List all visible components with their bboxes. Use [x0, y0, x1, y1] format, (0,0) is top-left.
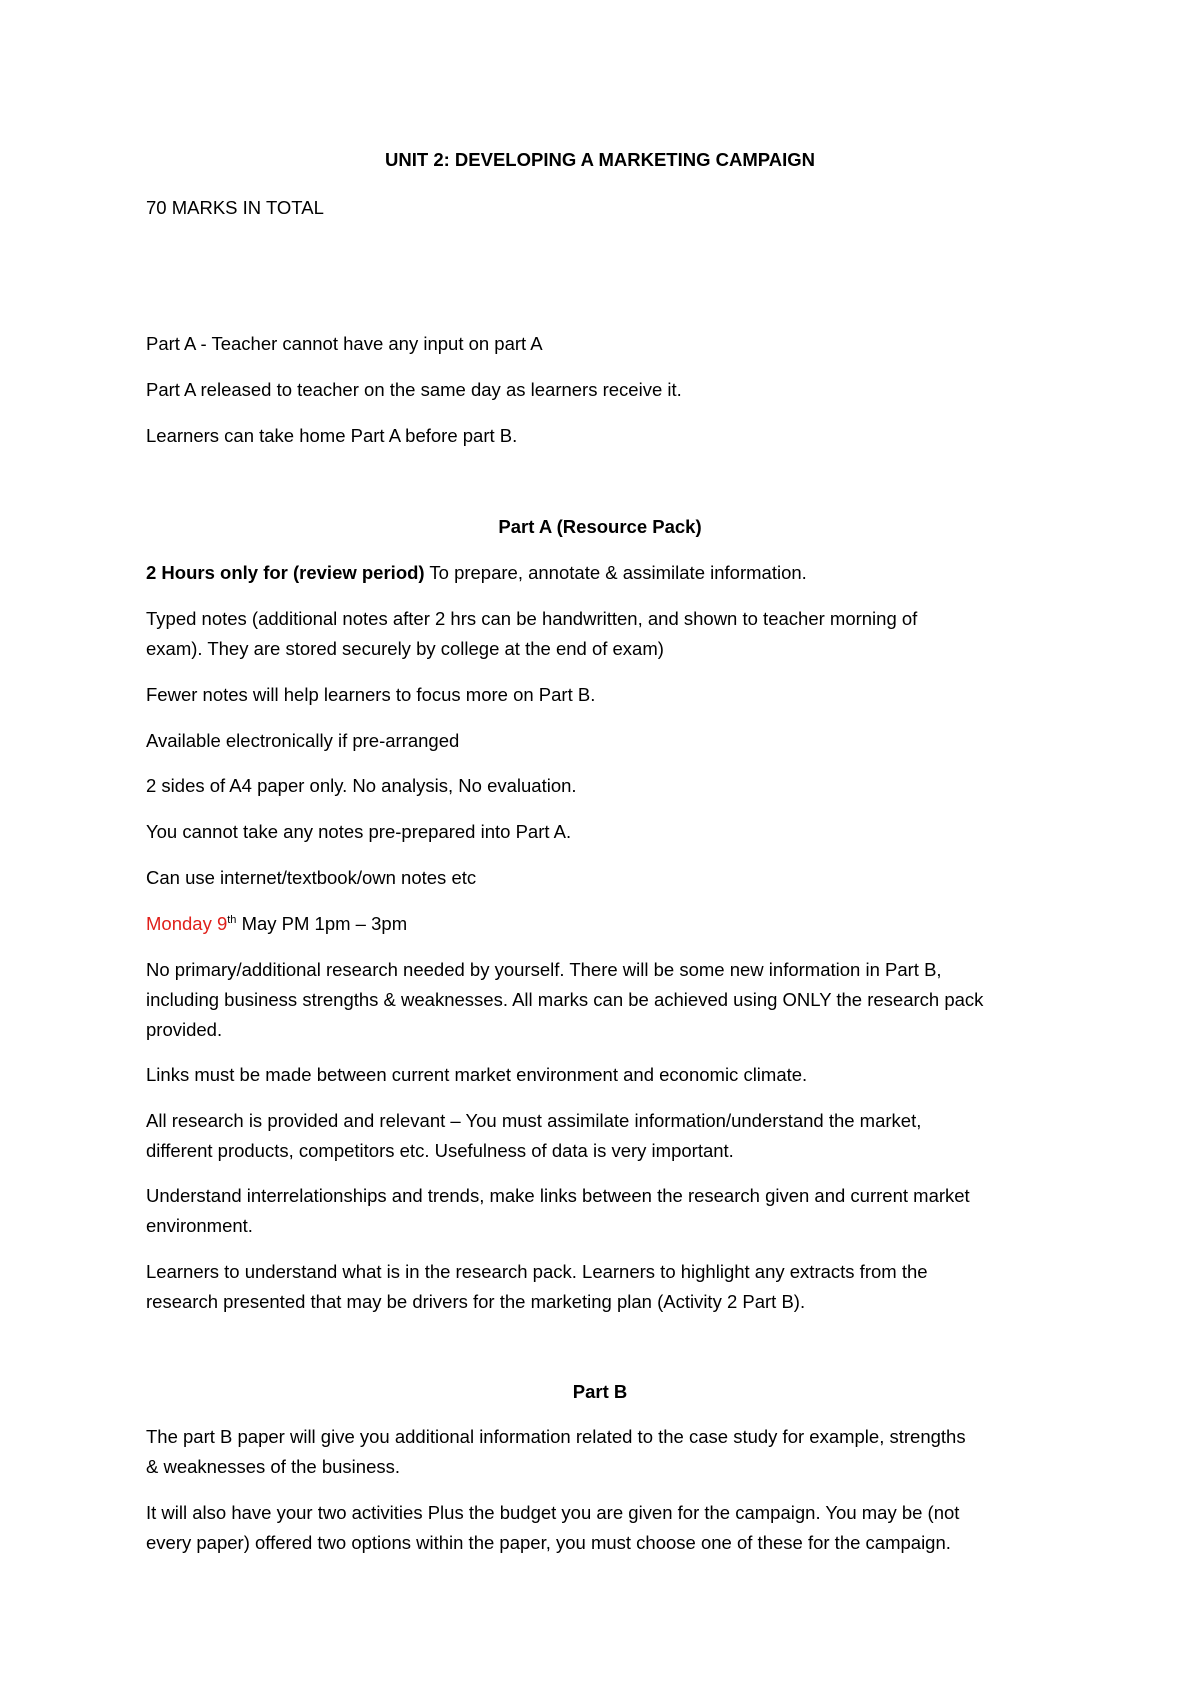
review-period-rest: To prepare, annotate & assimilate information.	[424, 562, 807, 583]
typed-notes-line-2: exam). They are stored securely by college at the end of exam)	[146, 638, 664, 659]
review-period-bold: 2 Hours only for (review period)	[146, 562, 425, 583]
part-a-heading: Part A (Resource Pack)	[498, 516, 702, 537]
part-b-para2-line-2: every paper) offered two options within the paper, you must choose one of these for the campaign.	[146, 1532, 951, 1553]
sides-line: 2 sides of A4 paper only. No analysis, No evaluation.	[146, 775, 577, 796]
no-research-line-2: including business strengths & weaknesses. All marks can be achieved using ONLY the research pack	[146, 989, 984, 1010]
no-notes-line: You cannot take any notes pre-prepared into Part A.	[146, 821, 572, 842]
part-b-heading: Part B	[572, 1381, 628, 1402]
understand-line-2: environment.	[146, 1215, 253, 1236]
all-research-line-2: different products, competitors etc. Usefulness of data is very important.	[146, 1140, 734, 1161]
exam-date-highlight: Monday 9	[146, 913, 228, 934]
electronic-line: Available electronically if pre-arranged	[146, 730, 460, 751]
intro-line-3: Learners can take home Part A before part B.	[146, 425, 518, 446]
exam-date-rest: May PM 1pm – 3pm	[236, 913, 408, 934]
part-b-para2-line-1: It will also have your two activities Plus the budget you are given for the campaign. You may be (not	[146, 1502, 960, 1523]
learners-line-2: research presented that may be drivers for the marketing plan (Activity 2 Part B).	[146, 1291, 806, 1312]
intro-line-1: Part A - Teacher cannot have any input on part A	[146, 333, 543, 354]
exam-date-line	[146, 909, 1086, 939]
page-title: UNIT 2: DEVELOPING A MARKETING CAMPAIGN	[385, 149, 815, 170]
all-research-line-1: All research is provided and relevant – You must assimilate information/understand the market,	[146, 1110, 922, 1131]
part-b-para1-line-1: The part B paper will give you additional information related to the case study for example, strengths	[146, 1426, 966, 1447]
review-period-line	[146, 558, 1086, 588]
fewer-notes-line: Fewer notes will help learners to focus more on Part B.	[146, 684, 596, 705]
understand-line-1: Understand interrelationships and trends, make links between the research given and current market	[146, 1185, 970, 1206]
links-line: Links must be made between current market environment and economic climate.	[146, 1064, 808, 1085]
marks-total: 70 MARKS IN TOTAL	[146, 197, 324, 218]
learners-line-1: Learners to understand what is in the research pack. Learners to highlight any extracts from the	[146, 1261, 928, 1282]
no-research-line-3: provided.	[146, 1019, 223, 1040]
intro-line-2: Part A released to teacher on the same day as learners receive it.	[146, 379, 682, 400]
exam-date-suffix: th	[227, 913, 237, 926]
no-research-line-1: No primary/additional research needed by yourself. There will be some new information in Part B,	[146, 959, 942, 980]
can-use-line: Can use internet/textbook/own notes etc	[146, 867, 477, 888]
typed-notes-line-1: Typed notes (additional notes after 2 hrs can be handwritten, and shown to teacher morning of	[146, 608, 918, 629]
part-b-para1-line-2: & weaknesses of the business.	[146, 1456, 401, 1477]
